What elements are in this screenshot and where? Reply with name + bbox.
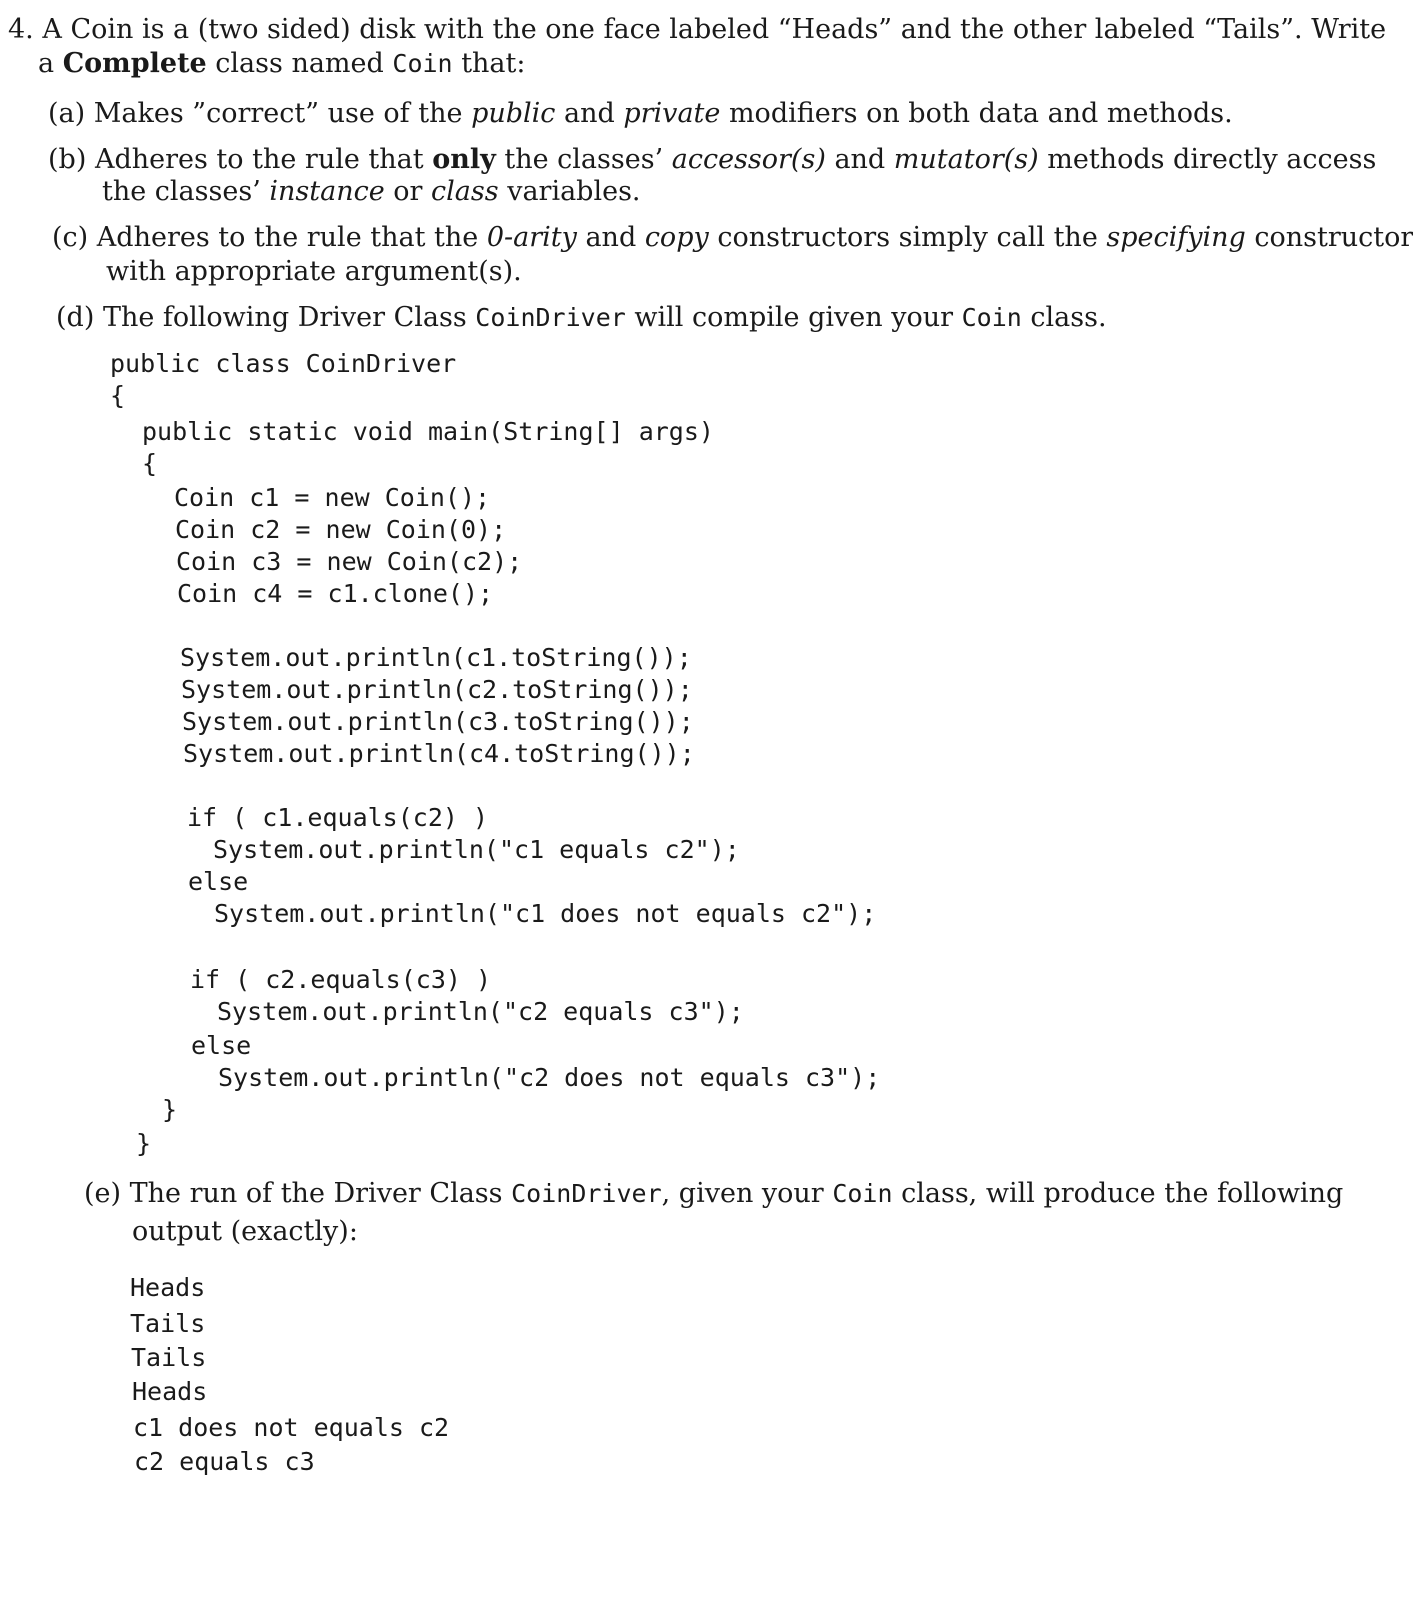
item-e-text: class, will produce the following bbox=[892, 1178, 1344, 1209]
item-b-text: the classes’ bbox=[102, 176, 270, 207]
code-line: Coin c1 = new Coin(); bbox=[174, 483, 491, 512]
item-c-specifying: specifying bbox=[1106, 222, 1246, 253]
output-line: Tails bbox=[131, 1343, 207, 1372]
item-e-line-2 bbox=[132, 1216, 358, 1247]
output-line: c2 equals c3 bbox=[134, 1447, 315, 1476]
code-line: if ( c2.equals(c3) ) bbox=[190, 965, 492, 994]
item-e-text: , given your bbox=[661, 1178, 833, 1209]
item-b-text: and bbox=[825, 144, 894, 175]
code-line: System.out.println("c2 equals c3"); bbox=[217, 997, 744, 1026]
item-a-public: public bbox=[471, 98, 556, 129]
item-b-text: the classes’ bbox=[495, 144, 672, 175]
code-line: public static void main(String[] args) bbox=[142, 417, 714, 446]
output-line: Heads bbox=[130, 1273, 206, 1302]
item-b-text: variables. bbox=[498, 176, 641, 207]
question-number: 4. bbox=[8, 14, 34, 45]
item-d-text: The following Driver Class bbox=[102, 302, 476, 333]
item-c-text: with appropriate argument(s). bbox=[106, 256, 522, 287]
intro-text: a bbox=[38, 48, 63, 79]
item-c-copy: copy bbox=[644, 222, 709, 253]
code-line: System.out.println("c1 equals c2"); bbox=[213, 835, 740, 864]
code-line: if ( c1.equals(c2) ) bbox=[187, 803, 489, 832]
code-line: Coin c4 = c1.clone(); bbox=[177, 579, 494, 608]
item-b-accessor: accessor(s) bbox=[671, 144, 826, 175]
code-line: Coin c3 = new Coin(c2); bbox=[176, 547, 523, 576]
item-b-mutator: mutator(s) bbox=[893, 144, 1039, 175]
code-line: } bbox=[136, 1129, 152, 1158]
item-c-text: constructors simply call the bbox=[708, 222, 1107, 253]
code-line: System.out.println(c1.toString()); bbox=[180, 643, 692, 672]
item-e-line-1 bbox=[84, 1178, 1343, 1209]
item-c-text: Adheres to the rule that the bbox=[96, 222, 487, 253]
question-intro-text: A Coin is a (two sided) disk with the one face labeled “Heads” and the other labeled “Tails”. Write bbox=[42, 14, 1387, 45]
item-e-coin: Coin bbox=[832, 1179, 893, 1208]
item-d-coindriver: CoinDriver bbox=[475, 303, 626, 332]
item-d bbox=[56, 302, 1107, 333]
output-line: Heads bbox=[132, 1377, 208, 1406]
code-line: Coin c2 = new Coin(0); bbox=[175, 515, 507, 544]
intro-text: that: bbox=[452, 48, 526, 79]
item-e-coindriver: CoinDriver bbox=[511, 1179, 662, 1208]
code-line: System.out.println("c2 does not equals c3"); bbox=[218, 1063, 881, 1092]
intro-text: class named bbox=[206, 48, 393, 79]
item-d-label: (d) bbox=[56, 302, 95, 333]
item-b-line-2 bbox=[102, 176, 641, 207]
item-c-text: constructor bbox=[1245, 222, 1413, 253]
item-c-line-2 bbox=[106, 256, 522, 287]
output-line: c1 does not equals c2 bbox=[133, 1413, 450, 1442]
item-b-line-1 bbox=[48, 144, 1376, 175]
item-c-label: (c) bbox=[52, 222, 89, 253]
output-line: Tails bbox=[130, 1309, 206, 1338]
item-b-label: (b) bbox=[48, 144, 87, 175]
item-e-text: output (exactly): bbox=[132, 1216, 358, 1247]
item-a-private: private bbox=[623, 98, 721, 129]
item-b-only: only bbox=[432, 144, 496, 175]
item-a-text: and bbox=[555, 98, 624, 129]
intro-complete-bold: Complete bbox=[62, 48, 207, 79]
code-line: System.out.println(c4.toString()); bbox=[183, 739, 695, 768]
item-b-text: or bbox=[384, 176, 432, 207]
question-intro-line-1 bbox=[8, 14, 1386, 45]
item-b-instance: instance bbox=[269, 176, 385, 207]
intro-coin-code: Coin bbox=[392, 49, 453, 78]
item-e-label: (e) bbox=[84, 1178, 122, 1209]
code-line: else bbox=[191, 1031, 252, 1060]
code-line: System.out.println(c3.toString()); bbox=[182, 707, 694, 736]
item-d-text: class. bbox=[1021, 302, 1107, 333]
code-line: } bbox=[162, 1095, 178, 1124]
item-e-text: The run of the Driver Class bbox=[129, 1178, 512, 1209]
code-line: { bbox=[142, 449, 158, 478]
item-d-coin: Coin bbox=[961, 303, 1022, 332]
item-b-text: Adheres to the rule that bbox=[94, 144, 433, 175]
item-c-0-arity: 0-arity bbox=[486, 222, 577, 253]
code-line: public class CoinDriver bbox=[110, 349, 457, 378]
code-line: else bbox=[188, 867, 249, 896]
item-c-line-1 bbox=[52, 222, 1413, 253]
code-line: System.out.println(c2.toString()); bbox=[181, 675, 693, 704]
question-intro-line-2 bbox=[38, 48, 525, 79]
item-d-text: will compile given your bbox=[625, 302, 962, 333]
item-a-text: modifiers on both data and methods. bbox=[720, 98, 1233, 129]
item-c-text: and bbox=[576, 222, 645, 253]
code-line: System.out.println("c1 does not equals c2"); bbox=[214, 899, 877, 928]
code-line: { bbox=[110, 381, 126, 410]
item-b-text: methods directly access bbox=[1038, 144, 1377, 175]
item-b-class: class bbox=[431, 176, 499, 207]
item-a bbox=[48, 98, 1233, 129]
item-a-text: Makes ”correct” use of the bbox=[93, 98, 472, 129]
item-a-label: (a) bbox=[48, 98, 86, 129]
